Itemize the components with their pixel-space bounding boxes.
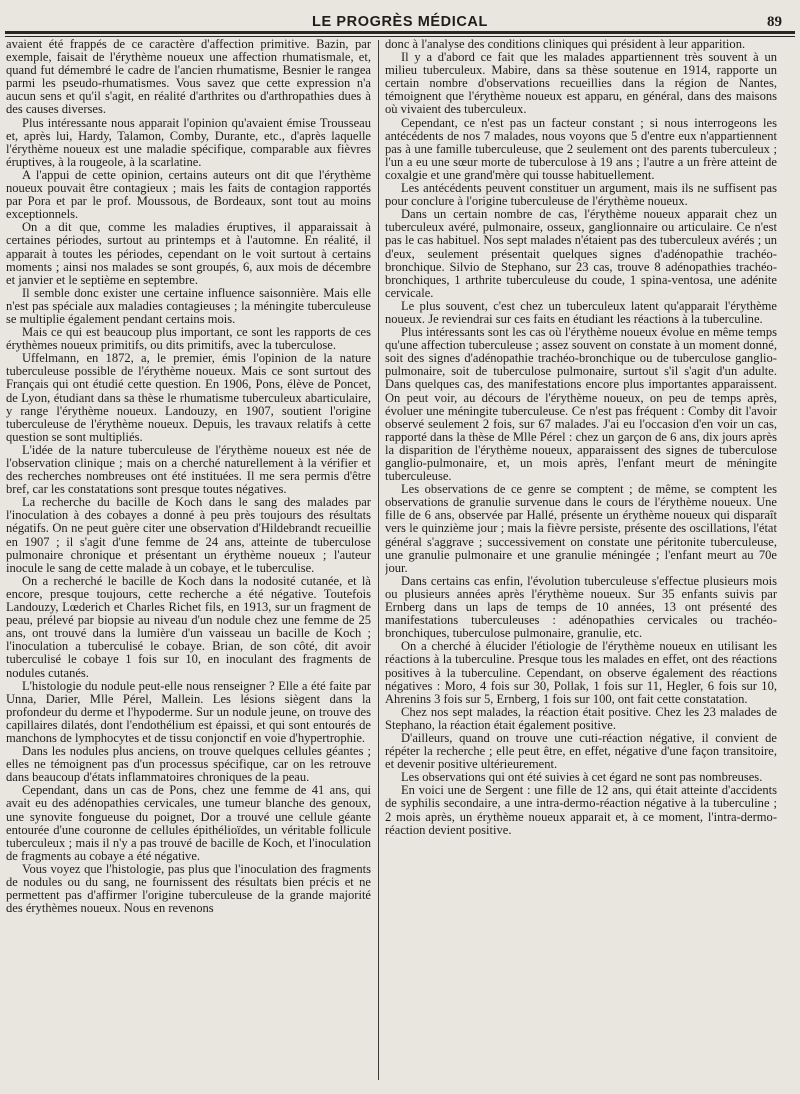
paragraph: Mais ce qui est beaucoup plus important, ce sont les rapports de ces érythèmes noueux primitifs, ou dits primitifs, avec la tuberculose. bbox=[6, 325, 371, 353]
paragraph: Dans certains cas enfin, l'évolution tuberculeuse s'effectue plusieurs mois ou plusieurs années après l'érythème noueux. Sur 35 enfants suivis par Ernberg dans un laps de temps de 10 années, 13 ont présenté des manifestations tuberculeuses : adénopathies cervicales ou trachéo-bronchiques, tuberculose pulmonaire, granulie, etc. bbox=[385, 573, 777, 641]
paragraph: avaient été frappés de ce caractère d'affection primitive. Bazin, par exemple, faisait de l'érythème noueux une affection rhumatismale, et, quand fut démembré le cadre de l'ancien rhumatisme, Besnier le rangea parmi les pseudo-rhumatismes. Vous savez que cette expression n'a aucun sens et qu'il s'agit, en réalité d'arthrites ou d'arthropathies dues à des causes diverses. bbox=[6, 38, 371, 117]
paragraph: Dans un certain nombre de cas, l'érythème noueux apparait chez un tuberculeux avéré, pulmonaire, osseux, ganglionnaire ou articulaire. Ce n'est pas le cas habituel. Nos sept malades n'étaient pas des tuberculeux avérés ; un d'eux, seulement présentait quelques signes d'adénopathie trachéo-bronchique. Silvio de Stephano, sur 23 cas, trouve 8 adénopathies trachéo-bronchiques, 1 arthrite tuberculeuse du coude, 1 spina-ventosa, une adénite cervicale. bbox=[385, 207, 777, 300]
left-column bbox=[6, 38, 371, 1088]
paragraph: On a recherché le bacille de Koch dans la nodosité cutanée, et là encore, presque toujours, cette recherche a été négative. Toutefois Landouzy, Lœderich et Charles Richet fils, en 1913, sur un fragment de peau, prélevé par biopsie au niveau d'un nodule chez une femme de 25 ans, ont trouvé dans la lumière d'un vaisseau un bacille de Koch ; l'inoculation a tuberculisé le cobaye. Brian, de son côté, dit avoir tuberculisé le cobaye 1 fois sur 10, en inoculant des fragments de nodules cutanés. bbox=[6, 573, 371, 680]
paragraph: Dans les nodules plus anciens, on trouve quelques cellules géantes ; elles ne témoignent pas d'un processus spécifique, car on les retrouve dans beaucoup d'états inflammatoires chroniques de la peau. bbox=[6, 744, 371, 785]
paragraph: Cependant, dans un cas de Pons, chez une femme de 41 ans, qui avait eu des adénopathies cervicales, une tumeur blanche des genoux, une synovite fongueuse du poignet, Dor a trouvé une cellule géante entourée d'une couronne de cellules épithélioïdes, un véritable follicule tuberculeux ; mais il n'y a pas trouvé de bacille de Koch, et l'inoculation de fragments au cobaye a été négative. bbox=[6, 783, 371, 863]
paragraph: Plus intéressante nous apparait l'opinion qu'avaient émise Trousseau et, après lui, Hardy, Talamon, Comby, Durante, etc., d'après laquelle l'érythème noueux est une maladie spécifique, comparable aux fièvres éruptives, à la rougeole, à la scarlatine. bbox=[6, 115, 371, 169]
paragraph: L'idée de la nature tuberculeuse de l'érythème noueux est née de l'observation clinique ; mais on a cherché naturellement à la vérifier et des recherches nombreuses ont été instituées. Il me sera permis d'être bref, car les constatations sont presque toutes négatives. bbox=[6, 442, 371, 497]
paragraph: donc à l'analyse des conditions cliniques qui président à leur apparition. bbox=[385, 38, 746, 51]
right-column bbox=[385, 38, 777, 1088]
paragraph: L'histologie du nodule peut-elle nous renseigner ? Elle a été faite par Unna, Darier, Mlle Pérel, Mallein. Les lésions siègent dans la profondeur du derme et l'hypoderme. Sur un nodule jeune, on trouve des capillaires dilatés, dont l'endothélium est épaissi, et qui sont entourés de manchons de lymphocytes et de tissu conjonctif en voie d'hypertrophie. bbox=[6, 678, 371, 745]
header-rule bbox=[5, 31, 795, 37]
paragraph: Les observations qui ont été suivies à cet égard ne sont pas nombreuses. bbox=[401, 770, 763, 785]
paragraph: On a dit que, comme les maladies éruptives, il apparaissait à certaines périodes, surtout au printemps et à l'automne. En réalité, il apparait à toutes les périodes, cependant on le voit surtout à certains moments ; ainsi nos malades se sont groupés, 6, aux mois de décembre et janvier et le septième en septembre. bbox=[6, 220, 371, 287]
paragraph: Il semble donc exister une certaine influence saisonnière. Mais elle n'est pas spéciale aux maladies contagieuses ; la méningite tuberculeuse se multiplie également pendant certains mois. bbox=[6, 285, 371, 326]
paragraph: Uffelmann, en 1872, a, le premier, émis l'opinion de la nature tuberculeuse possible de l'érythème noueux. Mais ce sont surtout des Français qui ont étudié cette question. En 1906, Pons, élève de Poncet, de Lyon, étudiant dans sa thèse le rhumatisme tuberculeux abarticulaire, y range l'érythème noueux. Landouzy, en 1907, soutient l'origine tuberculeuse de l'érythème noueux. Depuis, les travaux relatifs à cette question se sont multipliés. bbox=[6, 351, 371, 444]
paragraph: D'ailleurs, quand on trouve une cuti-réaction négative, il convient de répéter la recherche ; elle peut être, en effet, négative d'une façon transitoire, et devenir positive ultérieurement. bbox=[385, 730, 777, 772]
paragraph: Il y a d'abord ce fait que les malades appartiennent très souvent à un milieu tuberculeux. Mabire, dans sa thèse soutenue en 1914, rapporte un certain nombre d'observations recueillies dans la région de Nantes, témoignent que l'érythème noueux est apparu, en général, dans des maisons où vivaient des tuberculeux. bbox=[385, 50, 777, 117]
paragraph: En voici une de Sergent : une fille de 12 ans, qui était atteinte d'accidents de syphilis secondaire, a une intra-dermo-réaction négative à la tuberculine ; 2 mois après, un érythème noueux apparait et, à ce moment, l'intra-dermo-réaction devient positive. bbox=[385, 783, 777, 837]
journal-title: LE PROGRÈS MÉDICAL bbox=[312, 14, 488, 30]
page-header bbox=[0, 10, 800, 32]
paragraph: Cependant, ce n'est pas un facteur constant ; si nous interrogeons les antécédents de nos 7 malades, nous voyons que 5 d'entre eux n'appartiennent pas à une famille tuberculeuse, que 2 seulement ont des parents tuberculeux ; l'un a eu une sœur morte de tuberculose à 19 ans ; l'autre a un frère atteint de coxalgie et une grand'mère qui tousse habituellement. bbox=[385, 115, 777, 182]
column-divider bbox=[378, 40, 379, 1080]
paragraph: On a cherché à élucider l'étiologie de l'érythème noueux en utilisant les réactions à la tuberculine. Presque tous les malades en effet, ont des réactions positives à la tuberculine. Cependant, on observe également des réactions négatives : Moro, 4 fois sur 30, Pollak, 1 fois sur 11, Hegler, 6 fois sur 10, Ahrenins 3 fois sur 5, Ernberg, 1 fois sur 100, ont fait cette constatation. bbox=[385, 639, 777, 706]
paragraph: La recherche du bacille de Koch dans le sang des malades par l'inoculation à des cobayes a donné à peu près toujours des résultats négatifs. On ne peut guère citer une observation d'Hildebrandt recueillie en 1907 ; il s'agit d'une femme de 24 ans, atteinte de tuberculose pulmonaire chronique et présentant un érythème noueux ; l'auteur inocule le sang de cette malade à un cobaye, et le tuberculise. bbox=[6, 495, 371, 575]
paragraph: Le plus souvent, c'est chez un tuberculeux latent qu'apparait l'érythème noueux. Je reviendrai sur ces faits en étudiant les réactions à la tuberculine. bbox=[385, 298, 777, 326]
page-number: 89 bbox=[767, 14, 782, 30]
paragraph: Vous voyez que l'histologie, pas plus que l'inoculation des fragments de nodules ou du sang, ne fournissent des résultats bien précis et ne permettent pas d'affirmer l'origine tuberculeuse de la grande majorité des érythèmes noueux. Nous en revenons bbox=[6, 861, 371, 916]
paragraph: Plus intéressants sont les cas où l'érythème noueux évolue en même temps qu'une affection tuberculeuse ; assez souvent on constate à un moment donné, soit des signes d'adénopathie trachéo-bronchique ou de tuberculose ganglio-pulmonaire, soit de tuberculose pulmonaire, surtout s'il s'agit d'un adulte. Dans quelques cas, des manifestations encore plus importantes apparaissent. On peut voir, au décours de l'érythème noueux, on peu de temps après, évoluer une méningite tuberculeuse. Ce n'est pas fréquent : Comby dit l'avoir observé seulement 2 fois, sur 67 malades. J'ai eu l'occasion d'en voir un cas, rapporté dans la thèse de Mlle Pérel : chez un garçon de 6 ans, dix jours après la disparition de l'érythème noueux, apparaissent des signes de tuberculose ganglio-pulmonaire, et, un mois après, l'enfant meurt de méningite tuberculeuse. bbox=[385, 325, 777, 484]
paragraph: A l'appui de cette opinion, certains auteurs ont dit que l'érythème noueux pouvait être contagieux ; mais les faits de contagion rapportés par Pora et par le prof. Moussous, de Bordeaux, sont tout au moins exceptionnels. bbox=[6, 167, 371, 222]
paragraph: Les observations de ce genre se comptent ; de même, se comptent les observations de granulie survenue dans le cours de l'érythème noueux. Une fille de 6 ans, observée par Hallé, présente un érythème noueux qui disparaît vers le quinzième jour ; mais la fièvre persiste, présente des oscillations, l'état général s'aggrave ; successivement on constate une péritonite tuberculeuse, une granulie pulmonaire et une granulie méningée ; l'enfant meurt au 70e jour. bbox=[385, 482, 777, 575]
paragraph: Chez nos sept malades, la réaction était positive. Chez les 23 malades de Stephano, la réaction était également positive. bbox=[385, 704, 777, 732]
paragraph: Les antécédents peuvent constituer un argument, mais ils ne suffisent pas pour conclure à l'origine tuberculeuse de l'érythème noueux. bbox=[385, 181, 777, 209]
